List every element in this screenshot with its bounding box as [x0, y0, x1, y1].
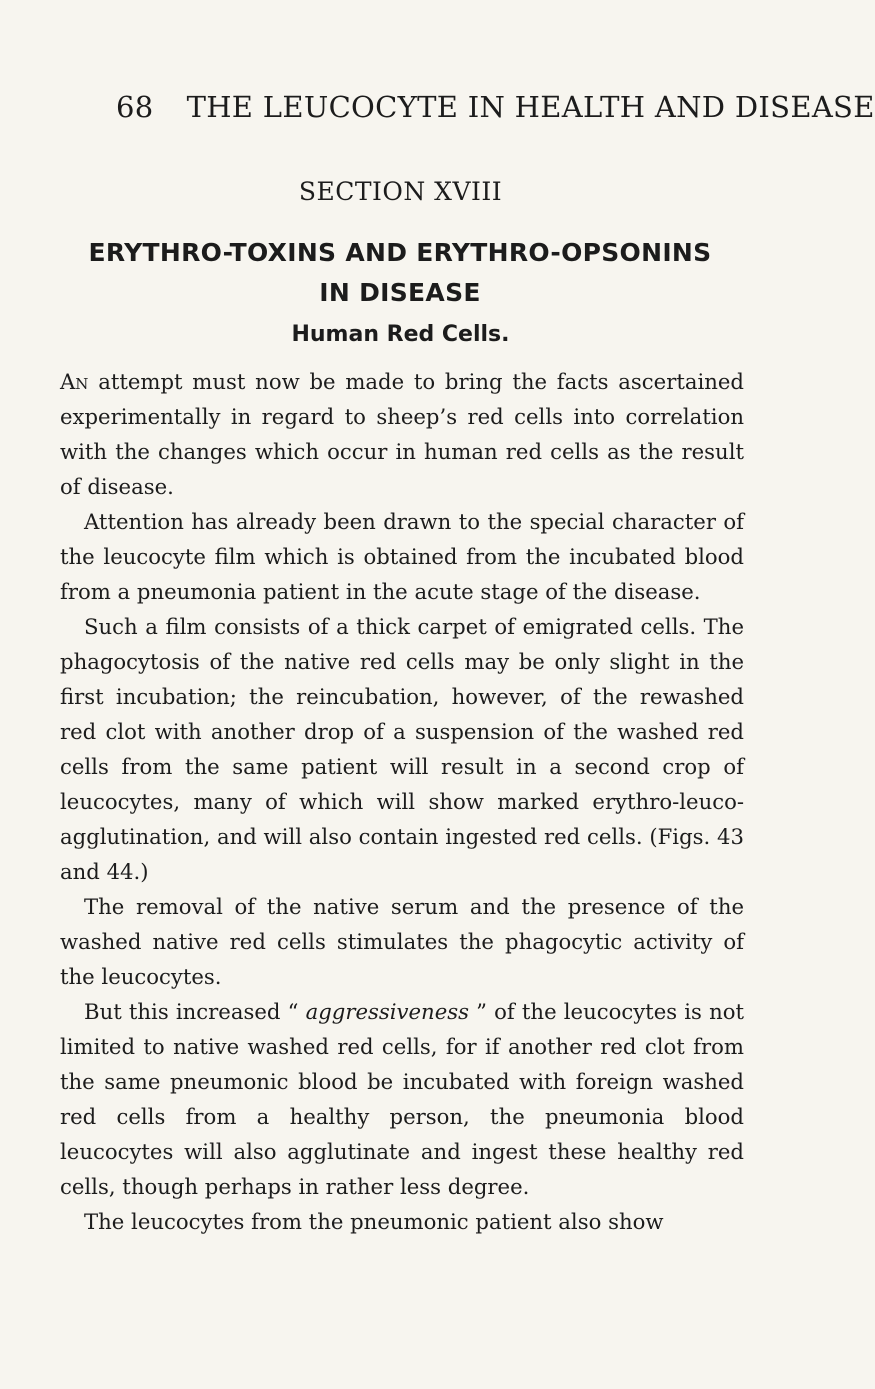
paragraph-5-emphasis: aggressiveness [305, 999, 469, 1024]
paragraph-5 [60, 994, 744, 1204]
section-title: ERYTHRO-TOXINS AND ERYTHRO-OPSONINS IN DISEASE [88, 238, 712, 307]
section-number: SECTION XVIII [298, 177, 503, 206]
running-title: THE LEUCOCYTE IN HEALTH AND DISEASE [186, 90, 875, 124]
paragraph-3: Such a film consists of a thick carpet of emigrated cells. The phagocytosis of the native red cells may be only slight in the first incubation; the reincubation, however, of the rewashed red clot with another drop of a suspension of the washed red cells from the same patient will result in a second crop of leucocytes, many of which will show marked erythro-leuco-agglutination, and will also contain ingested red cells. (Figs. 43 and 44.) [60, 614, 744, 884]
body-text [60, 364, 744, 1239]
paragraph-6: The leucocytes from the pneumonic patient also show [84, 1209, 664, 1234]
paragraph-5-start: But this increased “ [84, 999, 306, 1024]
paragraph-1-text: attempt must now be made to bring the facts ascertained experimentally in regard to sheep’s red cells into correlation with the changes which occur in human red cells as the result of disease. [60, 369, 744, 499]
paragraph-1-lead: An [60, 369, 89, 394]
running-header [116, 90, 875, 124]
page-number: 68 [116, 90, 154, 124]
paragraph-4: The removal of the native serum and the presence of the washed native red cells stimulates the phagocytic activity of the leucocytes. [60, 894, 744, 989]
paragraph-2: Attention has already been drawn to the special character of the leucocyte film which is obtained from the incubated blood from a pneumonia patient in the acute stage of the disease. [60, 509, 744, 604]
paragraph-1 [60, 364, 744, 504]
subheading: Human Red Cells. [291, 322, 510, 347]
paragraph-5-end: ” of the leucocytes is not limited to native washed red cells, for if another red clot from the same pneumonic blood be incubated with foreign washed red cells from a healthy person, the pneumonia blood leucocytes will also agglutinate and ingest these healthy red cells, though perhaps in rather less degree. [60, 999, 745, 1199]
